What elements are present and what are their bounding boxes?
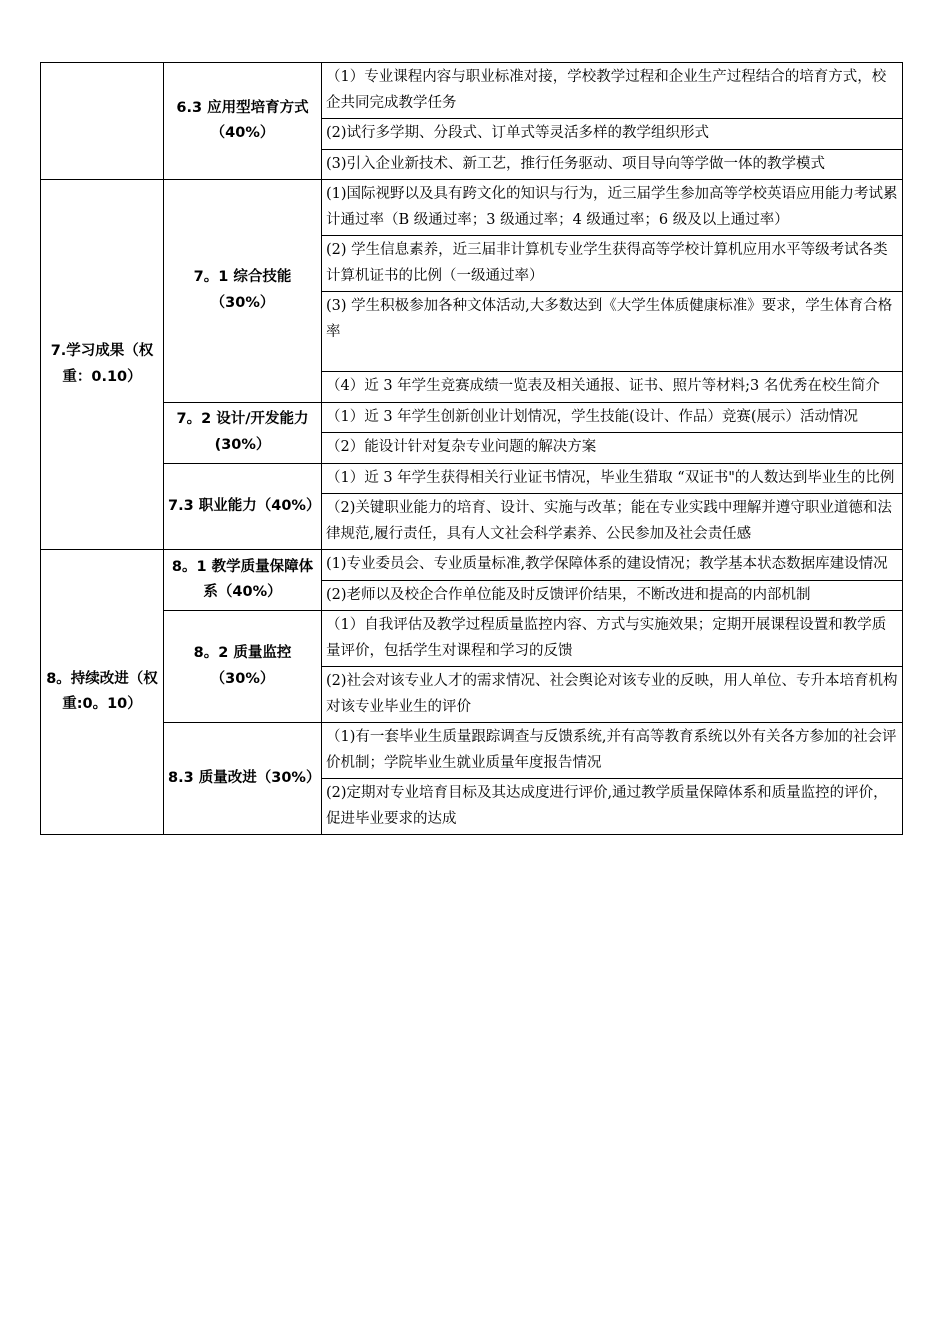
indicator-cell: (3)引入企业新技术、新工艺，推行任务驱动、项目导向等学做一体的教学模式 [322, 149, 903, 180]
section-cell [41, 63, 164, 180]
indicator-cell: （1）自我评估及教学过程质量监控内容、方式与实施效果；定期开展课程设置和教学质量评价，包括学生对课程和学习的反馈 [322, 611, 903, 667]
table-row [41, 723, 903, 779]
indicator-cell: （1）近 3 年学生创新创业计划情况，学生技能(设计、作品）竞赛(展示）活动情况 [322, 402, 903, 433]
evaluation-table [40, 62, 903, 835]
table-row [41, 180, 903, 236]
sub-criterion-cell: 6.3 应用型培育方式（40%） [164, 63, 322, 180]
indicator-cell: （2)关键职业能力的培育、设计、实施与改革；能在专业实践中理解并遵守职业道德和法律规范,履行责任，具有人文社会科学素养、公民参加及社会责任感 [322, 494, 903, 550]
indicator-cell: (2) 学生信息素养，近三届非计算机专业学生获得高等学校计算机应用水平等级考试各类计算机证书的比例（一级通过率） [322, 236, 903, 292]
indicator-cell: (1)国际视野以及具有跨文化的知识与行为，近三届学生参加高等学校英语应用能力考试累计通过率（B 级通过率；3 级通过率；4 级通过率；6 级及以上通过率） [322, 180, 903, 236]
indicator-cell: （4）近 3 年学生竞赛成绩一览表及相关通报、证书、照片等材料;3 名优秀在校生简介 [322, 372, 903, 403]
sub-criterion-cell: 8.3 质量改进（30%） [164, 723, 322, 835]
indicator-cell: (2)定期对专业培育目标及其达成度进行评价,通过教学质量保障体系和质量监控的评价，促进毕业要求的达成 [322, 779, 903, 835]
indicator-cell: (2)社会对该专业人才的需求情况、社会舆论对该专业的反映，用人单位、专升本培育机构对该专业毕业生的评价 [322, 667, 903, 723]
indicator-cell: (2)试行多学期、分段式、订单式等灵活多样的教学组织形式 [322, 119, 903, 150]
sub-criterion-cell: 8。2 质量监控（30%） [164, 611, 322, 723]
indicator-cell: (3) 学生积极参加各种文体活动,大多数达到《大学生体质健康标准》要求，学生体育合格率 [322, 292, 903, 372]
table-row [41, 402, 903, 433]
indicator-cell: (1)专业委员会、专业质量标准,教学保障体系的建设情况；教学基本状态数据库建设情况 [322, 550, 903, 581]
sub-criterion-cell: 8。1 教学质量保障体系（40%） [164, 550, 322, 611]
table-row [41, 611, 903, 667]
section-cell: 7.学习成果（权重：0.10） [41, 180, 164, 550]
indicator-cell: （1)有一套毕业生质量跟踪调查与反馈系统,并有高等教育系统以外有关各方参加的社会评价机制；学院毕业生就业质量年度报告情况 [322, 723, 903, 779]
sub-criterion-cell: 7.3 职业能力（40%） [164, 463, 322, 550]
indicator-cell: (2)老师以及校企合作单位能及时反馈评价结果，不断改进和提高的内部机制 [322, 580, 903, 611]
table-row [41, 463, 903, 494]
indicator-cell: （1）近 3 年学生获得相关行业证书情况，毕业生猎取 “双证书"的人数达到毕业生的比例 [322, 463, 903, 494]
table-row [41, 63, 903, 119]
sub-criterion-cell: 7。1 综合技能（30%） [164, 180, 322, 403]
sub-criterion-cell: 7。2 设计/开发能力(30%） [164, 402, 322, 463]
table-row [41, 550, 903, 581]
indicator-cell: （1）专业课程内容与职业标准对接，学校教学过程和企业生产过程结合的培育方式，校企共同完成教学任务 [322, 63, 903, 119]
indicator-cell: （2）能设计针对复杂专业问题的解决方案 [322, 433, 903, 464]
section-cell: 8。持续改进（权重:0。10） [41, 550, 164, 835]
